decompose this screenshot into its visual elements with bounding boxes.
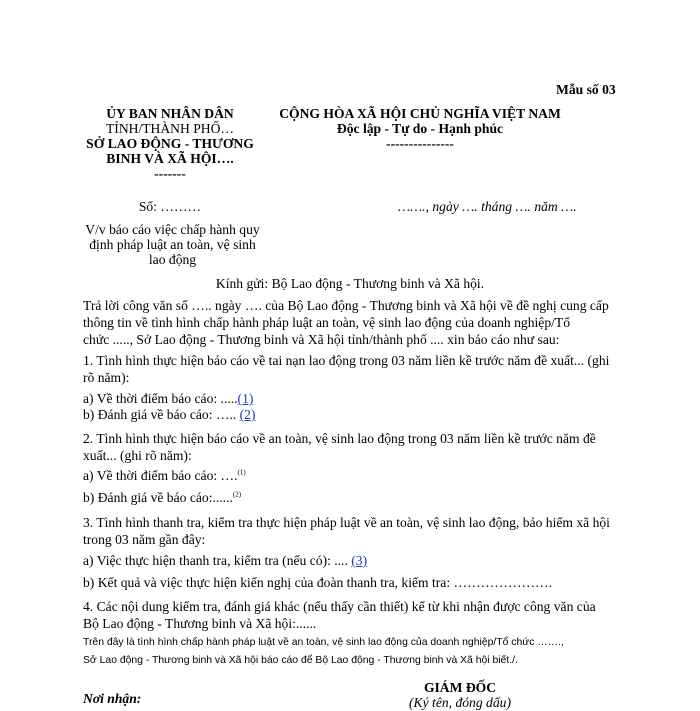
- subject-line-3: lao động: [148, 252, 197, 267]
- national-motto: Độc lập - Tự do - Hạnh phúc: [336, 121, 504, 136]
- subject-line-2: định pháp luật an toàn, vệ sinh: [89, 237, 256, 252]
- closing-line-1: Trên đây là tình hình chấp hành pháp luật về an toàn, vệ sinh lao động của doanh nghiệp/Tổ chức …….,: [83, 637, 564, 648]
- footnote-mark-2: (2): [232, 490, 242, 499]
- section-4-heading-line-2: Bộ Lao động - Thương binh và Xã hội:......: [83, 616, 317, 631]
- section-3-item-a: [83, 552, 367, 569]
- section-2-item-a: [83, 467, 246, 484]
- authority-line-2: TỈNH/THÀNH PHỐ…: [106, 121, 234, 136]
- subject-line-1: V/v báo cáo việc chấp hành quy: [85, 222, 260, 237]
- intro-line-2: thông tin về tình hình chấp hành pháp luật an toàn, vệ sinh lao động của doanh nghiệp/Tổ: [83, 315, 571, 330]
- section-3-item-a-text: a) Việc thực hiện thanh tra, kiểm tra (nếu có): ....: [83, 553, 352, 568]
- section-2-heading-line-2: xuất... (ghi rõ năm):: [83, 448, 192, 463]
- recipients-label: Nơi nhận:: [83, 691, 142, 706]
- director-title: GIÁM ĐỐC: [423, 680, 497, 695]
- section-3-heading-line-2: trong 03 năm gần đây:: [83, 532, 206, 547]
- authority-line-4: BINH VÀ XÃ HỘI….: [106, 151, 234, 166]
- recipient: Kính gửi: Bộ Lao động - Thương binh và Xã hội.: [215, 276, 485, 291]
- footnote-link-2[interactable]: (2): [239, 407, 256, 422]
- footnote-mark-1: (1): [237, 468, 246, 477]
- intro-line-1: Trả lời công văn số ….. ngày …. của Bộ Lao động - Thương binh và Xã hội về đề nghị cung cấp: [83, 298, 609, 313]
- national-header: [260, 106, 580, 151]
- section-2-item-a-text: a) Về thời điểm báo cáo: ….: [83, 468, 238, 483]
- closing-line-2: Sở Lao động - Thương binh và Xã hội báo cáo để Bộ Lao động - Thương binh và Xã hội biết./.: [83, 655, 518, 666]
- closing-paragraph: [83, 634, 628, 670]
- section-1-heading-line-2: rõ năm):: [83, 370, 130, 385]
- authority-rule: -------: [154, 166, 186, 181]
- date-line: ……., ngày …. tháng …. năm ….: [398, 199, 577, 214]
- national-title: CỘNG HÒA XÃ HỘI CHỦ NGHĨA VIỆT NAM: [279, 106, 561, 121]
- section-3-item-b: b) Kết quả và việc thực hiện kiến nghị của đoàn thanh tra, kiểm tra: ………………….: [83, 575, 553, 590]
- section-1-item-b: [83, 406, 256, 423]
- authority-line-3: SỞ LAO ĐỘNG - THƯƠNG: [86, 136, 254, 151]
- authority-line-1: ỦY BAN NHÂN DÂN: [106, 106, 234, 121]
- section-1-item-b-text: b) Đánh giá về báo cáo: …..: [83, 407, 240, 422]
- section-1-item-a: [83, 390, 253, 407]
- section-1-item-a-text: a) Về thời điểm báo cáo: .....: [83, 391, 238, 406]
- intro-line-3: chức ....., Sở Lao động - Thương binh và Xã hội tỉnh/thành phố .... xin báo cáo như sau:: [83, 332, 560, 347]
- form-number: Mẫu số 03: [556, 82, 616, 97]
- document-number: Số: ………: [138, 199, 202, 214]
- section-1-heading-line-1: 1. Tình hình thực hiện báo cáo về tai nạn lao động trong 03 năm liền kề trước năm đề xuất... (ghi: [83, 353, 610, 368]
- footnote-link-1[interactable]: (1): [237, 391, 254, 406]
- section-2-item-b: [83, 489, 241, 506]
- section-3-heading-line-1: 3. Tình hình thanh tra, kiểm tra thực hiện pháp luật về an toàn, vệ sinh lao động, bảo hiểm xã hội: [83, 515, 610, 530]
- subject: [70, 222, 275, 267]
- section-2-item-b-text: b) Đánh giá về báo cáo:......: [83, 490, 233, 505]
- signature-note: (Ký tên, đóng dấu): [409, 695, 511, 710]
- national-rule: ---------------: [386, 136, 454, 151]
- section-2-heading-line-1: 2. Tình hình thực hiện báo cáo về an toàn, vệ sinh lao động trong 03 năm liền kề trước năm đề: [83, 431, 596, 446]
- section-4-heading-line-1: 4. Các nội dung kiểm tra, đánh giá khác (nếu thấy cần thiết) kể từ khi nhận được công văn của: [83, 599, 596, 614]
- footnote-link-3[interactable]: (3): [351, 553, 368, 568]
- issuing-authority: [70, 106, 270, 181]
